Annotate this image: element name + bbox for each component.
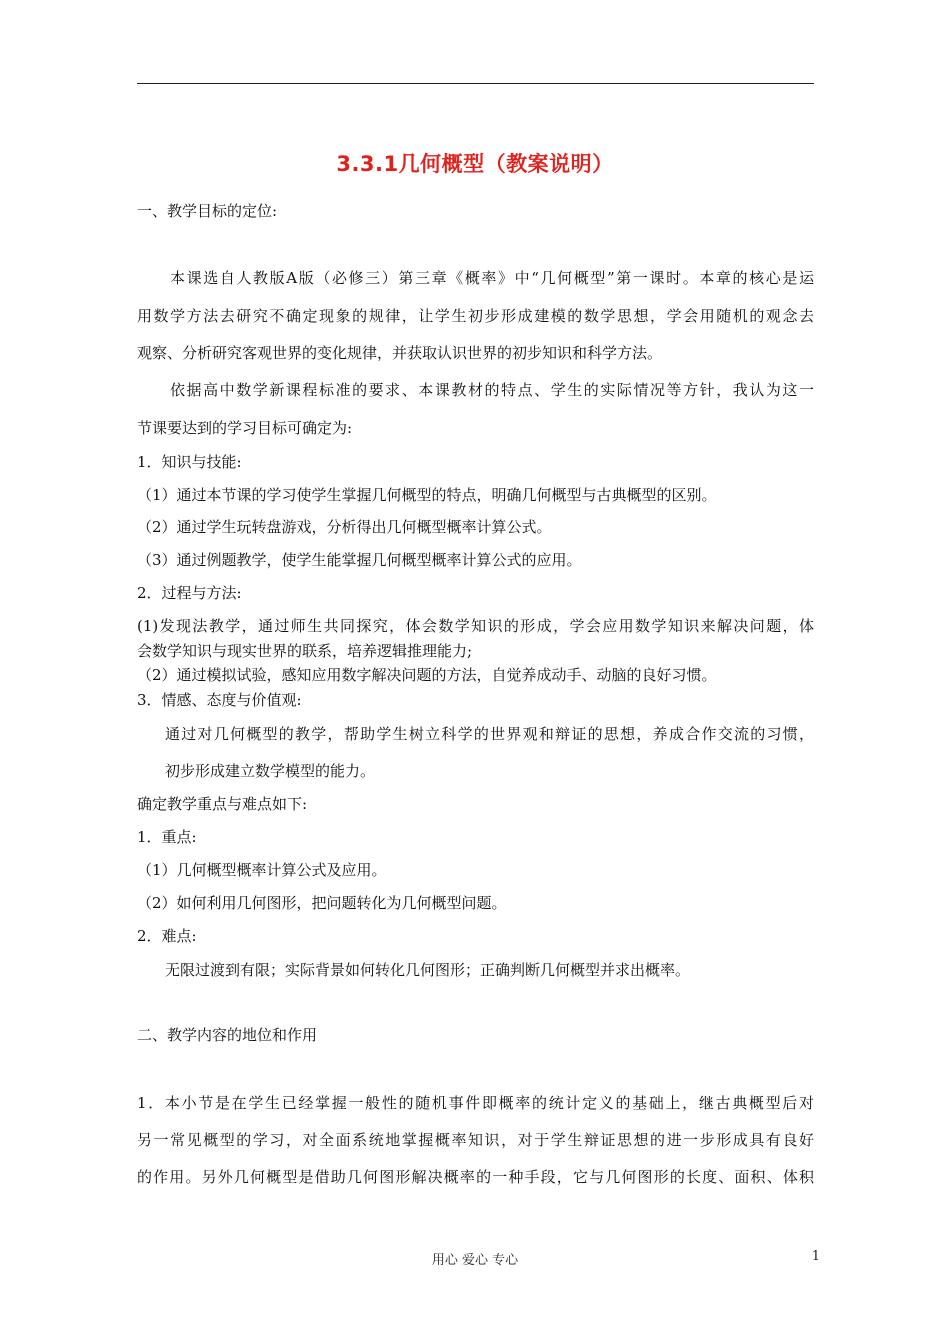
section-heading-objectives: 一、教学目标的定位: <box>137 202 278 220</box>
list-item: （3）通过例题教学，使学生能掌握几何概型概率计算公式的应用。 <box>137 551 582 569</box>
section-heading-content-role: 二、教学内容的地位和作用 <box>137 1026 318 1044</box>
subheading-process-method: 2．过程与方法: <box>137 584 242 602</box>
document-title: 3.3.1几何概型（教案说明） <box>336 152 614 176</box>
list-item-continuation: 会数学知识与现实世界的联系，培养逻辑推理能力; <box>137 642 473 660</box>
paragraph-line: 通过对几何概型的教学，帮助学生树立科学的世界观和辩证的思想，养成合作交流的习惯， <box>165 725 814 743</box>
list-item: （2）通过模拟试验，感知应用数字解决问题的方法，自觉养成动手、动脑的良好习惯。 <box>137 666 717 684</box>
paragraph-line: 初步形成建立数学模型的能力。 <box>165 762 376 780</box>
paragraph-line: 节课要达到的学习目标可确定为: <box>137 419 353 437</box>
paragraph-line: 的作用。另外几何概型是借助几何图形解决概率的一种手段，它与几何图形的长度、面积、体积 <box>137 1168 814 1186</box>
paragraph-line: 无限过渡到有限；实际背景如何转化几何图形；正确判断几何概型并求出概率。 <box>165 961 691 979</box>
subheading-attitude-values: 3．情感、态度与价值观: <box>137 691 302 709</box>
page-number: 1 <box>811 1249 820 1264</box>
list-item: （1）几何概型概率计算公式及应用。 <box>137 861 387 879</box>
subheading-difficulty: 2．难点: <box>137 927 197 945</box>
header-rule <box>137 83 814 84</box>
list-item: （2）通过学生玩转盘游戏，分析得出几何概型概率计算公式。 <box>137 518 552 536</box>
paragraph-line: 依据高中数学新课程标准的要求、本课教材的特点、学生的实际情况等方针，我认为这一 <box>170 381 814 399</box>
list-item: （1）通过本节课的学习使学生掌握几何概型的特点，明确几何概型与古典概型的区别。 <box>137 486 717 504</box>
paragraph-line: 另一常见概型的学习，对全面系统地掌握概率知识，对于学生辩证思想的进一步形成具有良好 <box>137 1131 814 1149</box>
page-footer: 用心 爱心 专心 <box>431 1253 519 1268</box>
subheading-knowledge-skills: 1．知识与技能: <box>137 453 242 471</box>
subheading-focus: 1．重点: <box>137 828 197 846</box>
paragraph-line: 本课选自人教版A版（必修三）第三章《概率》中“几何概型”第一课时。本章的核心是运 <box>170 269 814 287</box>
list-item: (1)发现法教学，通过师生共同探究，体会数学知识的形成，学会应用数学知识来解决问题，体 <box>137 617 814 635</box>
subheading-key-points: 确定教学重点与难点如下: <box>137 795 308 813</box>
paragraph-line: 观察、分析研究客观世界的变化规律，并获取认识世界的初步知识和科学方法。 <box>137 344 663 362</box>
paragraph-line: 1．本小节是在学生已经掌握一般性的随机事件即概率的统计定义的基础上，继古典概型后对 <box>137 1094 814 1112</box>
list-item: （2）如何利用几何图形，把问题转化为几何概型问题。 <box>137 894 507 912</box>
paragraph-line: 用数学方法去研究不确定现象的规律，让学生初步形成建模的数学思想，学会用随机的观念去 <box>137 307 814 325</box>
